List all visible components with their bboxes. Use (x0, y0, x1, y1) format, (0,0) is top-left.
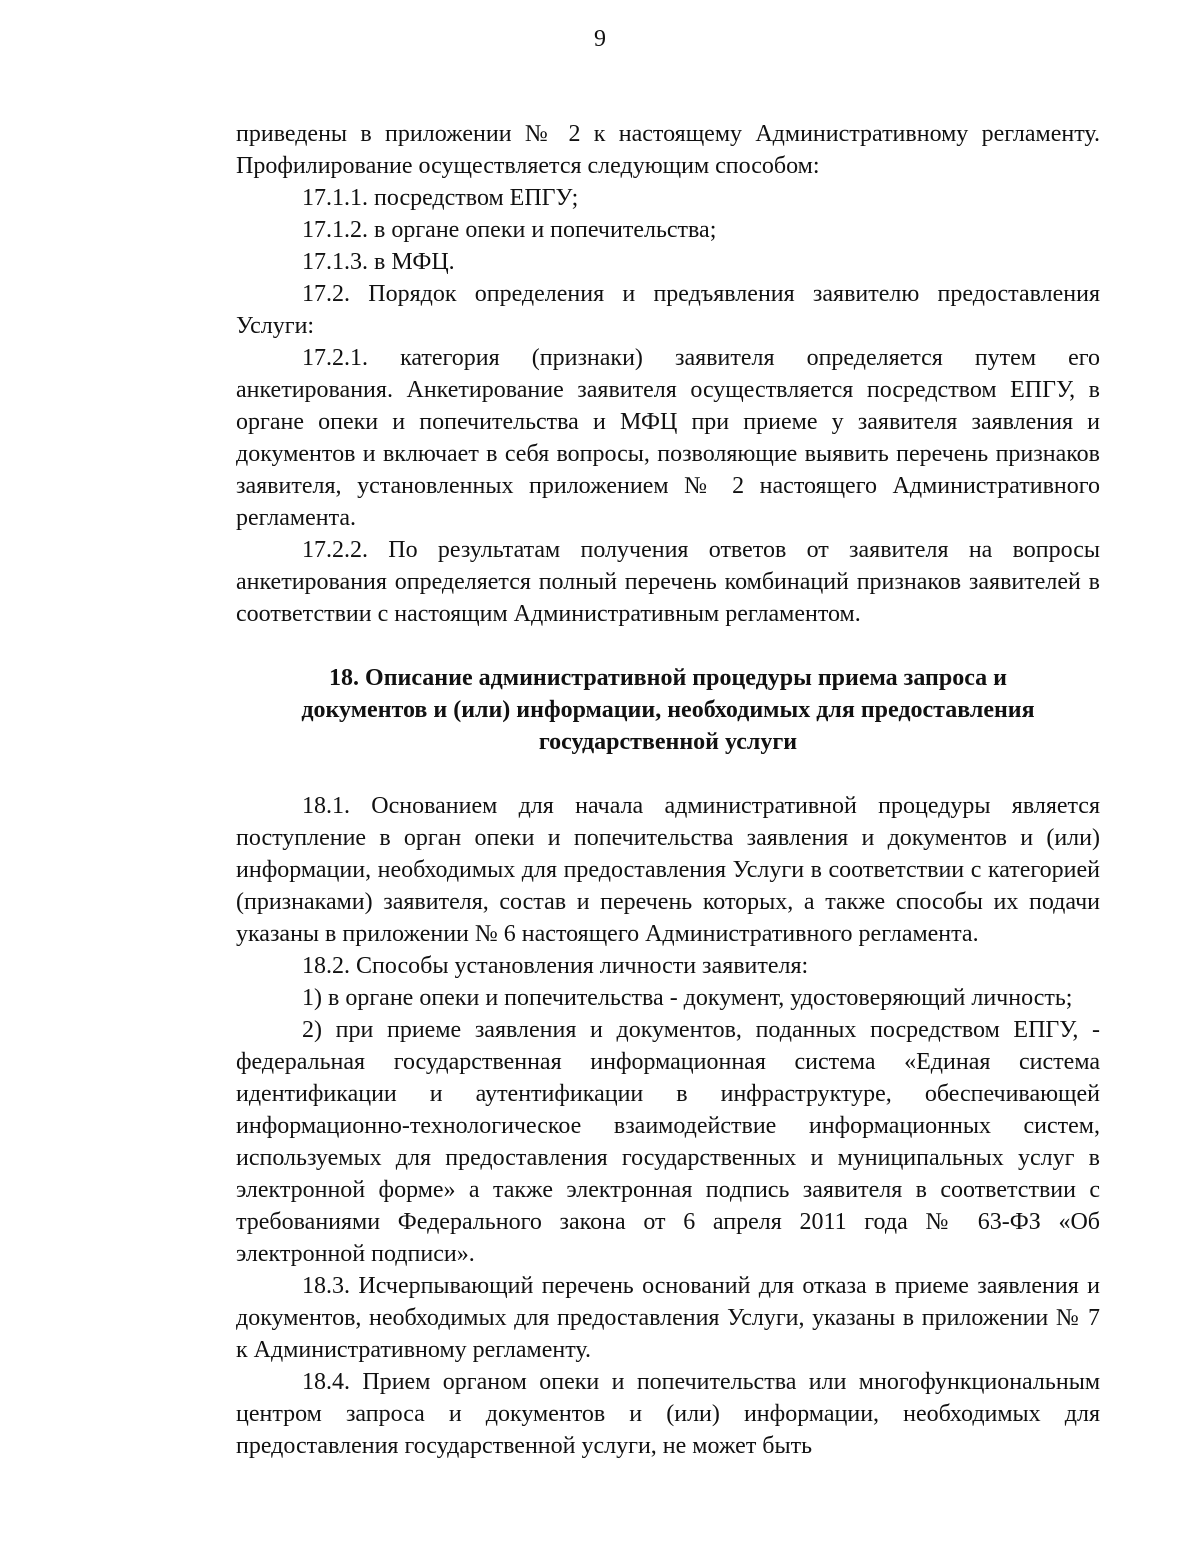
paragraph: 18.3. Исчерпывающий перечень оснований для отказа в приеме заявления и документов, необходимых для предоставления Услуги, указаны в приложении № 7 к Административному регламенту. (236, 1273, 1100, 1363)
paragraph: 17.2. Порядок определения и предъявления заявителю предоставления Услуги: (236, 281, 1100, 339)
paragraph: приведены в приложении № 2 к настоящему Административному регламенту. Профилирование осуществляется следующим способом: (236, 121, 1100, 179)
section-heading-line: государственной услуги (538, 729, 798, 755)
section-heading (236, 662, 1100, 758)
paragraph: 17.2.1. категория (признаки) заявителя определяется путем его анкетирования. Анкетирование заявителя осуществляется посредством ЕПГУ, в органе опеки и попечительства и МФЦ при приеме у заявителя заявления и документов и включает в себя вопросы, позволяющие выявить перечень признаков заявителя, установленных приложением № 2 настоящего Административного регламента. (236, 345, 1100, 531)
document-body (236, 118, 1100, 1462)
section-heading-line: документов и (или) информации, необходимых для предоставления (301, 697, 1035, 723)
list-item: 2) при приеме заявления и документов, поданных посредством ЕПГУ, - федеральная государственная информационная система «Единая система идентификации и аутентификации в инфраструктуре, обеспечивающей информационно-технологическое взаимодействие информационных систем, используемых для предоставления государственных и муниципальных услуг в электронной форме» а также электронная подпись заявителя в соответствии с требованиями Федерального закона от 6 апреля 2011 года № 63-ФЗ «Об электронной подписи». (236, 1017, 1100, 1267)
list-item: 17.1.2. в органе опеки и попечительства; (302, 217, 717, 243)
paragraph: 18.2. Способы установления личности заявителя: (302, 953, 809, 979)
paragraph: 18.4. Прием органом опеки и попечительства или многофункциональным центром запроса и документов и (или) информации, необходимых для предоставления государственной услуги, не может быть (236, 1369, 1100, 1459)
paragraph: 18.1. Основанием для начала административной процедуры является поступление в орган опеки и попечительства заявления и документов и (или) информации, необходимых для предоставления Услуги в соответствии с категорией (признаками) заявителя, состав и перечень которых, а также способы их подачи указаны в приложении № 6 настоящего Административного регламента. (236, 793, 1100, 947)
list-item: 1) в органе опеки и попечительства - документ, удостоверяющий личность; (302, 985, 1073, 1011)
section-heading-line: 18. Описание административной процедуры приема запроса и (329, 665, 1007, 691)
list-item: 17.1.1. посредством ЕПГУ; (302, 185, 579, 211)
page-number: 9 (594, 26, 606, 52)
list-item: 17.1.3. в МФЦ. (302, 249, 455, 275)
paragraph: 17.2.2. По результатам получения ответов от заявителя на вопросы анкетирования определяется полный перечень комбинаций признаков заявителей в соответствии с настоящим Административным регламентом. (236, 537, 1100, 627)
